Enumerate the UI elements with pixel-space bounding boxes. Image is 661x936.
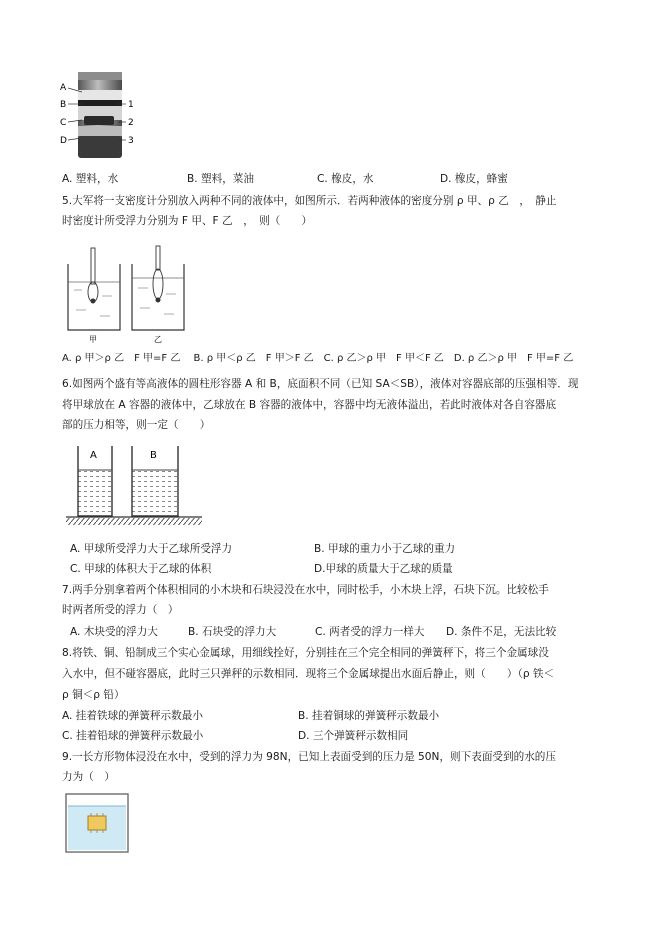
q6-fig-label-a: A: [90, 450, 97, 461]
q7-stem-line2: 时两者所受的浮力（ ）: [62, 604, 179, 616]
q4-fig-label-3: 3: [128, 136, 134, 146]
q5-fig-label-yi: 乙: [154, 335, 162, 344]
q9-block: [88, 816, 106, 830]
q8-option-b[interactable]: B. 挂着铜球的弹簧秤示数最小: [298, 710, 440, 722]
q7-option-d[interactable]: D. 条件不足，无法比较: [446, 626, 557, 638]
q4-option-c[interactable]: C. 橡皮，水: [317, 173, 374, 185]
q7-option-c[interactable]: C. 两者受的浮力一样大: [315, 626, 425, 638]
q4-fig-label-c: C: [60, 118, 67, 128]
q9-stem-line2: 力为（ ）: [62, 771, 115, 783]
q5-stem-line2: 时密度计所受浮力分别为 F 甲、F 乙 ， 则（ ）: [62, 215, 313, 227]
q9-submerged-block-figure: [64, 792, 132, 854]
q4-option-b[interactable]: B. 塑料，菜油: [187, 173, 254, 185]
q4-fig-label-2: 2: [128, 118, 134, 128]
q6-option-d[interactable]: D.甲球的质量大于乙球的质量: [314, 563, 453, 575]
q7-option-b[interactable]: B. 石块受的浮力大: [188, 626, 277, 638]
q4-layered-cylinder-figure: [58, 70, 138, 162]
q6-option-c[interactable]: C. 甲球的体积大于乙球的体积: [70, 563, 212, 575]
q8-option-a[interactable]: A. 挂着铁球的弹簧秤示数最小: [62, 710, 203, 722]
q6-stem-line1: 6.如图两个盛有等高液体的圆柱形容器 A 和 B，底面积不同（已知 SA＜SB），液体对容器底部的压强相等．现: [62, 378, 579, 390]
q8-stem-line1: 8.将铁、铜、铅制成三个实心金属球，用细线拴好，分别挂在三个完全相同的弹簧秤下，将三个金属球没: [62, 647, 549, 659]
q8-stem-line2: 入水中，但不碰容器底，此时三只弹秤的示数相同．现将三个金属球提出水面后静止，则（ ）（ρ 铁＜: [62, 668, 555, 680]
q5-fig-label-jia: 甲: [89, 335, 97, 344]
q4-option-a[interactable]: A. 塑料，水: [62, 173, 119, 185]
q6-stem-line2: 将甲球放在 A 容器的液体中，乙球放在 B 容器的液体中，容器中均无液体溢出，若此时液体对各自容器底: [62, 399, 557, 411]
q9-stem-line1: 9.一长方形物体浸没在水中，受到的浮力为 98N，已知上表面受到的压力是 50N，则下表面受到的水的压: [62, 751, 556, 763]
q6-option-a[interactable]: A. 甲球所受浮力大于乙球所受浮力: [70, 543, 233, 555]
q8-option-c[interactable]: C. 挂着铅球的弹簧秤示数最小: [62, 730, 204, 742]
q8-option-d[interactable]: D. 三个弹簧秤示数相同: [298, 730, 409, 742]
q4-fig-label-1: 1: [128, 100, 134, 110]
q4-fig-label-b: B: [60, 100, 67, 110]
q5-stem-line1: 5.大军将一支密度计分别放入两种不同的液体中，如图所示．若两种液体的密度分别 ρ 甲、ρ 乙 ， 静止: [62, 195, 557, 207]
q6-stem-line3: 部的压力相等，则一定（ ）: [62, 419, 211, 431]
q5-hydrometer-figure: [62, 244, 192, 344]
q4-option-d[interactable]: D. 橡皮，蜂蜜: [440, 173, 508, 185]
q4-fig-label-d: D: [60, 136, 67, 146]
q6-containers-figure: [66, 444, 202, 530]
q5-options[interactable]: A. ρ 甲＞ρ 乙 F 甲=F 乙 B. ρ 甲＜ρ 乙 F 甲＞F 乙 C. ρ 乙＞ρ 甲 F 甲＜F 乙 D. ρ 乙＞ρ 甲 F 甲=F 乙: [62, 353, 574, 364]
q6-fig-label-b: B: [150, 450, 157, 461]
q7-stem-line1: 7.两手分别拿着两个体积相同的小木块和石块浸没在水中，同时松手，小木块上浮，石块下沉。比较松手: [62, 584, 549, 596]
q8-stem-line3: ρ 铜＜ρ 铅）: [62, 689, 125, 701]
q6-option-b[interactable]: B. 甲球的重力小于乙球的重力: [314, 543, 456, 555]
q4-fig-label-a: A: [60, 83, 67, 93]
q7-option-a[interactable]: A. 木块受的浮力大: [70, 626, 158, 638]
